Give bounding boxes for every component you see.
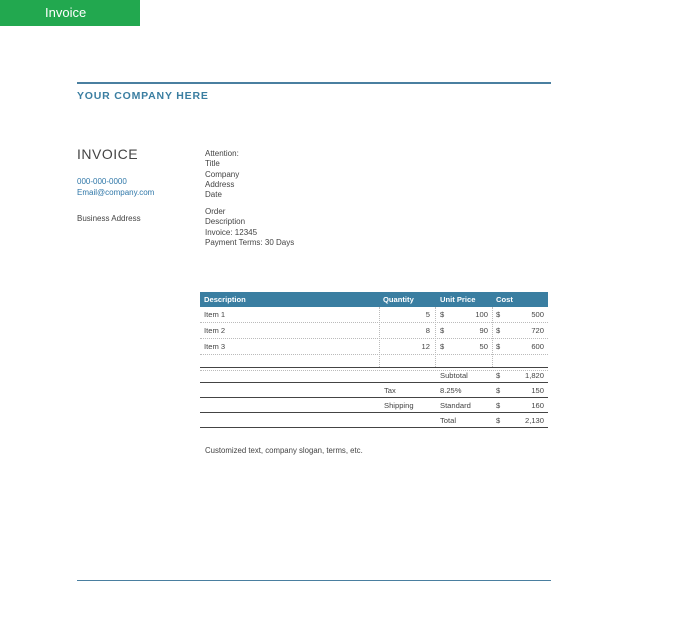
tax-value: 150 (531, 386, 544, 395)
attention-line: Title (205, 159, 220, 169)
company-name: YOUR COMPANY HERE (77, 90, 209, 102)
currency-symbol: $ (496, 310, 501, 319)
item-description: Item 2 (204, 326, 226, 335)
item-cost: 500 (531, 310, 544, 319)
subtotal-label: Subtotal (440, 371, 468, 380)
item-description: Item 1 (204, 310, 226, 319)
order-block (205, 207, 294, 248)
item-cost: 720 (531, 326, 544, 335)
order-line: Description (205, 217, 246, 227)
contact-info (77, 176, 154, 198)
currency-symbol: $ (496, 371, 501, 380)
table-row (200, 339, 548, 355)
currency-symbol: $ (496, 326, 501, 335)
header-rule (77, 82, 551, 84)
total-label: Total (440, 416, 457, 425)
order-line: Payment Terms: 30 Days (205, 237, 295, 247)
phone-number: 000-000-0000 (77, 177, 127, 186)
item-quantity: 8 (425, 326, 430, 335)
shipping-row (200, 398, 548, 413)
table-row (200, 307, 548, 323)
attention-block (205, 149, 239, 200)
header-description: Description (204, 295, 246, 304)
order-line: Invoice: 12345 (205, 227, 258, 237)
item-cost: 600 (531, 342, 544, 351)
subtotal-row (200, 368, 548, 383)
shipping-label: Shipping (384, 401, 414, 410)
tax-rate: 8.25% (440, 386, 462, 395)
currency-symbol: $ (440, 342, 445, 351)
currency-symbol: $ (496, 386, 501, 395)
attention-line: Date (205, 190, 222, 200)
item-quantity: 5 (425, 310, 430, 319)
shipping-value: 160 (531, 401, 544, 410)
shipping-method: Standard (440, 401, 471, 410)
tax-row (200, 383, 548, 398)
header-unit-price: Unit Price (440, 295, 476, 304)
item-unit-price: 90 (479, 326, 488, 335)
item-unit-price: 100 (475, 310, 488, 319)
attention-line: Company (205, 169, 240, 179)
invoice-title: INVOICE (77, 146, 139, 162)
item-description: Item 3 (204, 342, 226, 351)
subtotal-value: 1,820 (524, 371, 544, 380)
order-line: Order (205, 207, 226, 216)
line-items-table (200, 292, 548, 425)
item-quantity: 12 (421, 342, 430, 351)
currency-symbol: $ (440, 326, 445, 335)
attention-line: Address (205, 179, 235, 189)
email-address: Email@company.com (77, 188, 155, 197)
currency-symbol: $ (496, 401, 501, 410)
total-row (200, 413, 548, 428)
attention-line: Attention: (205, 149, 239, 158)
item-unit-price: 50 (479, 342, 488, 351)
total-value: 2,130 (524, 416, 544, 425)
business-address: Business Address (77, 214, 141, 223)
header-cost: Cost (496, 295, 513, 304)
header-quantity: Quantity (383, 295, 414, 304)
currency-symbol: $ (440, 310, 445, 319)
table-row (200, 323, 548, 339)
tax-label: Tax (384, 386, 396, 395)
currency-symbol: $ (496, 416, 501, 425)
invoice-tab[interactable]: Invoice (0, 0, 140, 26)
footer-rule (77, 580, 551, 581)
table-header (200, 292, 548, 307)
footer-text: Customized text, company slogan, terms, etc. (205, 446, 363, 455)
currency-symbol: $ (496, 342, 501, 351)
